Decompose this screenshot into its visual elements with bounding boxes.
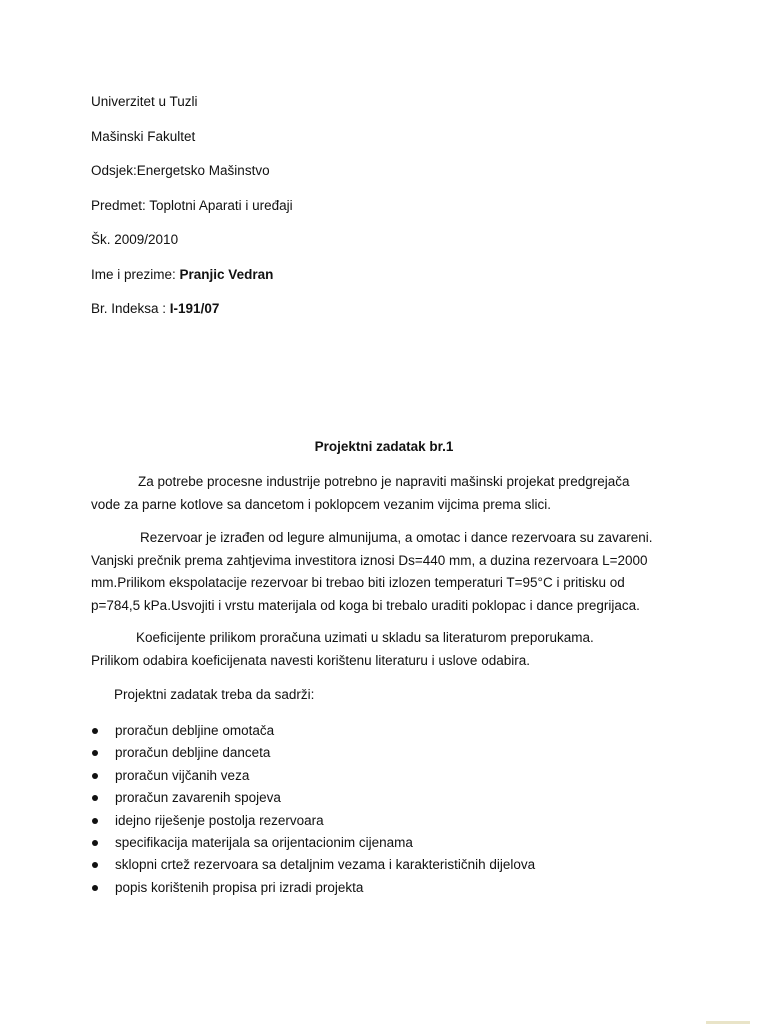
paragraph-line: Rezervoar je izrađen od legure almunijuma, a omotac i dance rezervoara su zavareni. bbox=[140, 530, 653, 545]
name-label: Ime i prezime: bbox=[91, 267, 180, 282]
paragraph-line: Za potrebe procesne industrije potrebno je napraviti mašinski projekat predgrejača bbox=[138, 474, 630, 489]
paragraph-line: p=784,5 kPa.Usvojiti i vrstu materijala od koga bi trebalo uraditi poklopac i dance pregrijaca. bbox=[91, 597, 640, 613]
paragraph-line: Prilikom odabira koeficijenata navesti korištenu literaturu i uslove odabira. bbox=[91, 652, 530, 668]
contents-intro: Projektni zadatak treba da sadrži: bbox=[114, 687, 315, 702]
faculty-line: Mašinski Fakultet bbox=[91, 129, 196, 144]
index-value: I-191/07 bbox=[169, 301, 220, 316]
paragraph-line: mm.Prilikom ekspolatacije rezervoar bi trebao biti izlozen temperaturi T=95°C i pritisku od bbox=[91, 575, 625, 590]
list-item: sklopni crtež rezervoara sa detaljnim vezama i karakterističnih dijelova bbox=[91, 854, 535, 876]
index-number-line bbox=[91, 300, 219, 318]
name-value: Pranjic Vedran bbox=[179, 267, 274, 282]
list-item: idejno riješenje postolja rezervoara bbox=[91, 810, 535, 832]
list-item: proračun zavarenih spojeva bbox=[91, 787, 535, 809]
school-year-line: Šk. 2009/2010 bbox=[91, 232, 179, 247]
paragraph-coefficients bbox=[91, 627, 681, 672]
index-label: Br. Indeksa : bbox=[91, 301, 170, 316]
list-item: specifikacija materijala sa orijentacionim cijenama bbox=[91, 832, 535, 854]
student-name-line bbox=[91, 266, 273, 284]
list-item: popis korištenih propisa pri izradi projekta bbox=[91, 877, 535, 899]
paragraph-line: Vanjski prečnik prema zahtjevima investitora iznosi Ds=440 mm, a duzina rezervoara L=2000 bbox=[91, 552, 648, 568]
paragraph-purpose bbox=[91, 471, 681, 516]
university-line: Univerzitet u Tuzli bbox=[91, 94, 198, 109]
department-line: Odsjek:Energetsko Mašinstvo bbox=[91, 163, 270, 178]
contents-list bbox=[91, 720, 535, 899]
assignment-title: Projektni zadatak br.1 bbox=[314, 439, 454, 454]
subject-line: Predmet: Toplotni Aparati i uređaji bbox=[91, 198, 293, 213]
paragraph-specification bbox=[91, 527, 681, 617]
list-item: proračun debljine danceta bbox=[91, 742, 535, 764]
list-item: proračun vijčanih veza bbox=[91, 765, 535, 787]
paragraph-line: Koeficijente prilikom proračuna uzimati u skladu sa literaturom preporukama. bbox=[136, 630, 594, 645]
paragraph-line: vode za parne kotlove sa dancetom i poklopcem vezanim vijcima prema slici. bbox=[91, 496, 551, 512]
list-item: proračun debljine omotača bbox=[91, 720, 535, 742]
